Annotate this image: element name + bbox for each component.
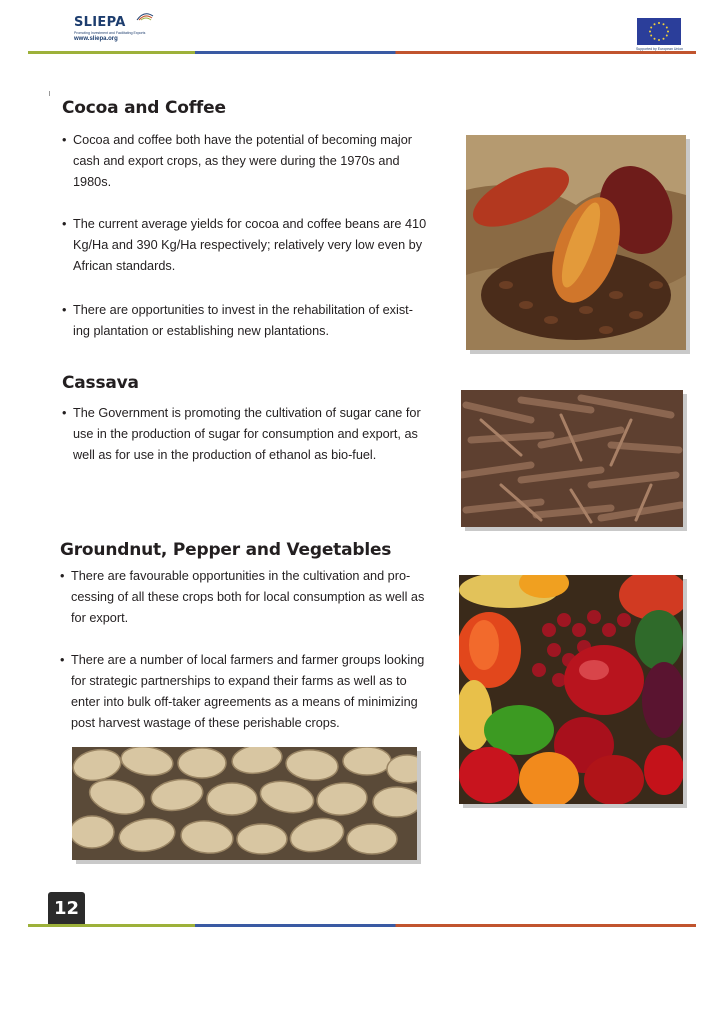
bullet-groundnut-opportunities	[60, 566, 452, 629]
bullet-groundnut-partnerships	[60, 650, 452, 734]
section-title-cassava: Cassava	[62, 373, 139, 393]
text-line: use in the production of sugar for consumption and export, as	[73, 427, 418, 441]
page-number: 12	[48, 892, 85, 925]
text-line: for strategic partnerships to expand their farms as well as to	[71, 674, 407, 688]
sliepa-logo	[74, 16, 145, 42]
text-line: The current average yields for cocoa and coffee beans are 410	[73, 217, 427, 231]
text-line: enter into bulk off-taker agreements as a means of minimizing	[71, 695, 418, 709]
bullet-marker: •	[60, 653, 65, 667]
cassava-roots-photo	[461, 390, 683, 527]
bullet-cocoa-opportunities	[62, 300, 454, 342]
text-line: There are opportunities to invest in the rehabilitation of exist-	[73, 303, 413, 317]
text-line: The Government is promoting the cultivation of sugar cane for	[73, 406, 421, 420]
text-line: ing plantation or establishing new plantations.	[73, 324, 330, 338]
text-line: 1980s.	[73, 175, 112, 189]
bullet-marker: •	[62, 303, 67, 317]
bullet-marker: •	[62, 133, 67, 147]
logo-tagline: Promoting Investment and Facilitating Exports	[74, 31, 146, 35]
eu-flag-icon	[637, 18, 681, 45]
peppers-vegetables-photo	[459, 575, 683, 804]
text-line: cessing of all these crops both for local consumption as well as	[71, 590, 425, 604]
bullet-marker: •	[62, 406, 67, 420]
text-line: There are a number of local farmers and farmer groups looking	[71, 653, 425, 667]
text-line: There are favourable opportunities in the cultivation and pro-	[71, 569, 411, 583]
section-title-cocoa-coffee: Cocoa and Coffee	[62, 98, 226, 118]
text-line: well as for use in the production of ethanol as bio-fuel.	[73, 448, 377, 462]
groundnuts-photo	[72, 747, 417, 860]
eu-caption: Supported by European Union	[635, 47, 684, 51]
logo-name: SLIEPA	[74, 15, 126, 30]
text-line: post harvest wastage of these perishable crops.	[71, 716, 340, 730]
cocoa-pods-photo	[466, 135, 686, 350]
text-line: Cocoa and coffee both have the potential of becoming major	[73, 133, 413, 147]
text-line: Kg/Ha and 390 Kg/Ha respectively; relatively very low even by	[73, 238, 423, 252]
logo-arc-icon	[136, 12, 154, 22]
logo-url: www.sliepa.org	[74, 36, 118, 42]
header-rule	[28, 51, 696, 54]
text-line: African standards.	[73, 259, 176, 273]
text-line: cash and export crops, as they were during the 1970s and	[73, 154, 400, 168]
bullet-marker: •	[62, 217, 67, 231]
margin-tick	[49, 91, 50, 96]
bullet-cocoa-potential	[62, 130, 454, 193]
bullet-cassava-government	[62, 403, 454, 466]
text-line: for export.	[71, 611, 129, 625]
bullet-cocoa-yields	[62, 214, 454, 277]
bullet-marker: •	[60, 569, 65, 583]
footer-rule	[28, 924, 696, 927]
section-title-groundnut-pepper-vegetables: Groundnut, Pepper and Vegetables	[60, 540, 392, 560]
